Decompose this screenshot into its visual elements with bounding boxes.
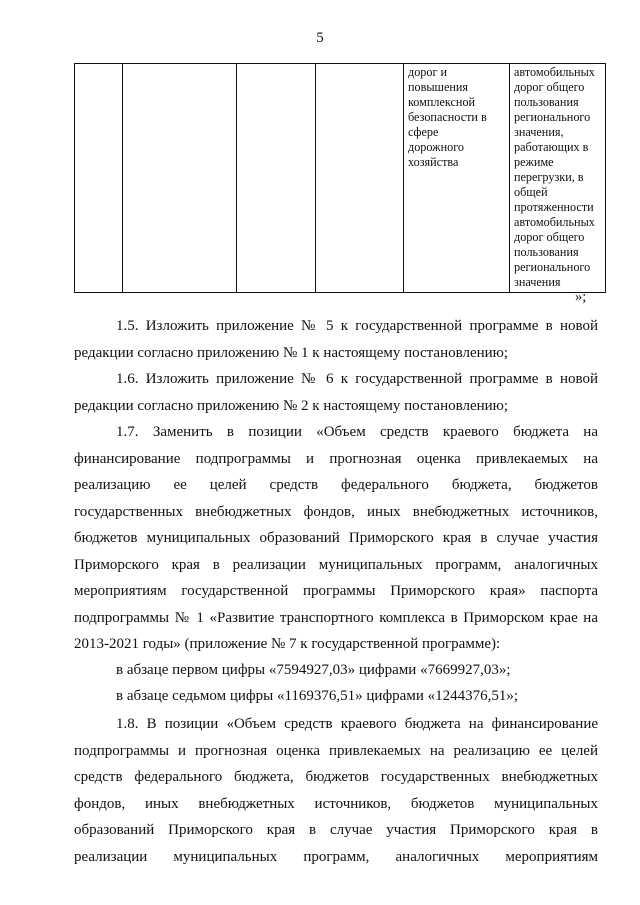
paragraph-line: подпрограммы № 1 «Развитие транспортного комплекса в Приморском крае на [74, 609, 598, 626]
paragraph-abzac-first [74, 657, 598, 684]
cell-line: дорог общего [514, 80, 585, 94]
paragraph-line: фондов, иных внебюджетных источников, бюджетов муниципальных [74, 795, 598, 812]
cell-line: значения [514, 275, 561, 289]
cell-line: дорог и [408, 65, 448, 79]
cell-line: регионального [514, 110, 591, 124]
cell-line: автомобильных [514, 215, 595, 229]
cell-line: общей [514, 185, 548, 199]
cell-line: пользования [514, 245, 579, 259]
cell-line: хозяйства [408, 155, 459, 169]
paragraph-line: мероприятиям государственной программы Приморского края» паспорта [74, 583, 598, 599]
table-cell-program-name [404, 64, 510, 293]
cell-line: работающих в [514, 140, 589, 154]
table-cell-empty [316, 64, 404, 293]
paragraph-line: средств федерального бюджета, бюджетов государственных внебюджетных [74, 769, 598, 785]
cell-line: сфере [408, 125, 439, 139]
cell-line: регионального [514, 260, 591, 274]
cell-line: безопасности в [408, 110, 487, 124]
cell-line: дорог общего [514, 230, 585, 244]
table-cell-empty [237, 64, 316, 293]
paragraph-line: 1.8. В позиции «Объем средств краевого бюджета на финансирование [116, 716, 598, 732]
paragraph-1-8 [74, 711, 598, 870]
paragraph-line: реализацию ее целей средств федерального бюджета, бюджетов [74, 477, 598, 493]
cell-line: дорожного [408, 140, 465, 154]
paragraph-line: 1.6. Изложить приложение № 6 к государственной программе в новой [116, 371, 598, 387]
table-cell-empty [75, 64, 123, 293]
paragraph-line: 2013-2021 годы» (приложение № 7 к государственной программе): [74, 636, 501, 652]
paragraph-line: бюджетов муниципальных образований Приморского края в случае участия [74, 530, 598, 546]
paragraph-1-5 [74, 313, 598, 366]
table-cell-indicator [510, 64, 606, 293]
paragraph-line: подпрограммы и прогнозная оценка привлекаемых на реализацию ее целей [74, 742, 598, 759]
cell-line: повышения [408, 80, 469, 94]
paragraph-line: реализации муниципальных программ, аналогичных мероприятиям [74, 848, 598, 865]
cell-line: автомобильных [514, 65, 595, 79]
table-cell-empty [123, 64, 237, 293]
paragraph-line: редакции согласно приложению № 1 к настоящему постановлению; [74, 344, 509, 361]
table-continuation [74, 63, 606, 293]
table-row [75, 64, 606, 293]
paragraph-line: в абзаце первом цифры «7594927,03» цифрами «7669927,03»; [116, 662, 511, 678]
cell-line: комплексной [408, 95, 476, 109]
paragraph-line: финансирование подпрограммы и прогнозная оценка привлекаемых на [74, 450, 598, 467]
paragraph-1-6 [74, 366, 598, 419]
cell-line: режиме [514, 155, 554, 169]
paragraph-line: образований Приморского края в случае участия Приморского края в [74, 822, 598, 838]
paragraph-abzac-seventh [74, 683, 598, 710]
page-number: 5 [316, 30, 324, 46]
cell-line: перегрузки, в [514, 170, 584, 184]
paragraph-line: в абзаце седьмом цифры «1169376,51» цифрами «1244376,51»; [116, 688, 519, 704]
cell-line: пользования [514, 95, 579, 109]
paragraph-line: редакции согласно приложению № 2 к настоящему постановлению; [74, 397, 509, 414]
paragraph-line: государственных внебюджетных фондов, иных внебюджетных источников, [74, 503, 598, 520]
cell-line: протяженности [514, 200, 594, 214]
paragraph-line: 1.7. Заменить в позиции «Объем средств краевого бюджета на [116, 424, 598, 440]
closing-quote-mark: »; [575, 289, 587, 305]
paragraph-line: Приморского края в реализации муниципальных программ, аналогичных [74, 556, 598, 573]
paragraph-line: 1.5. Изложить приложение № 5 к государственной программе в новой [116, 318, 598, 334]
cell-line: значения, [514, 125, 564, 139]
paragraph-1-7 [74, 419, 598, 658]
